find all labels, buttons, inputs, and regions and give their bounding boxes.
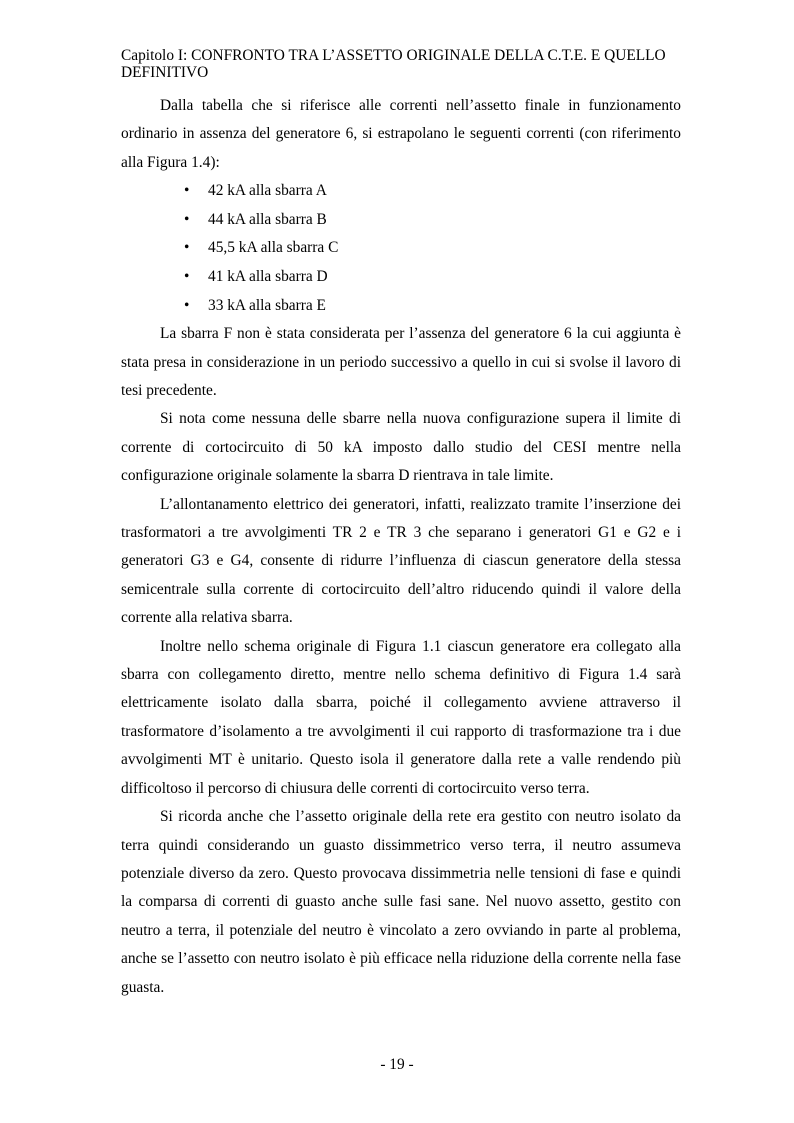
header-line-2: DEFINITIVO	[121, 64, 209, 81]
list-item	[121, 206, 681, 235]
list-item	[121, 177, 681, 206]
bullet-icon: •	[184, 182, 190, 200]
paragraph-sbarra-f: La sbarra F non è stata considerata per l’assenza del generatore 6 la cui aggiunta è stata presa in considerazione in un periodo successivo a quello in cui si svolse il lavoro di tesi precedente.	[121, 325, 681, 399]
bullet-icon: •	[184, 296, 190, 314]
currents-list	[121, 177, 681, 320]
page-number: - 19 -	[380, 1056, 414, 1073]
paragraph-neutro-isolato: Si ricorda anche che l’assetto originale della rete era gestito con neutro isolato da terra quindi considerando un guasto dissimmetrico verso terra, il neutro assumeva potenziale diverso da zero. Questo provocava dissimmetria nelle tensioni di fase e quindi la comparsa di correnti di guasto anche sulle fasi sane. Nel nuovo assetto, gestito con neutro a terra, il potenziale del neutro è vincolato a zero ovviando in parte al problema, anche se l’assetto con neutro isolato è più efficace nella riduzione della corrente nella fase guasta.	[121, 808, 681, 996]
current-value: 45,5 kA alla sbarra C	[208, 239, 339, 257]
current-value: 42 kA alla sbarra A	[208, 182, 327, 200]
bullet-icon: •	[184, 239, 190, 257]
header-line-1: Capitolo I: CONFRONTO TRA L’ASSETTO ORIGINALE DELLA C.T.E. E QUELLO	[121, 47, 666, 64]
bullet-icon: •	[184, 210, 190, 228]
current-value: 33 kA alla sbarra E	[208, 296, 326, 314]
list-item	[121, 234, 681, 263]
list-item	[121, 292, 681, 321]
list-item	[121, 263, 681, 292]
intro-paragraph: Dalla tabella che si riferisce alle correnti nell’assetto finale in funzionamento ordinario in assenza del generatore 6, si estrapolano le seguenti correnti (con riferimento alla Figura 1.4):	[121, 97, 681, 171]
paragraph-schema-originale: Inoltre nello schema originale di Figura 1.1 ciascun generatore era collegato alla sbarra con collegamento diretto, mentre nello schema definitivo di Figura 1.4 sarà elettricamente isolato dalla sbarra, poiché il collegamento avviene attraverso il trasformatore d’isolamento a tre avvolgimenti il cui rapporto di trasformazione tra i due avvolgimenti MT è unitario. Questo isola il generatore dalla rete a valle rendendo più difficoltoso il percorso di chiusura delle correnti di cortocircuito verso terra.	[121, 637, 681, 797]
current-value: 44 kA alla sbarra B	[208, 210, 327, 228]
bullet-icon: •	[184, 268, 190, 285]
running-header	[121, 47, 711, 81]
paragraph-allontanamento: L’allontanamento elettrico dei generatori, infatti, realizzato tramite l’inserzione dei trasformatori a tre avvolgimenti TR 2 e TR 3 che separano i generatori G1 e G2 e i generatori G3 e G4, consente di ridurre l’influenza di ciascun generatore della stessa semicentrale sulla corrente di cortocircuito dell’altro riducendo quindi il valore della corrente alla relativa sbarra.	[121, 495, 681, 627]
paragraph-limite-cortocircuito: Si nota come nessuna delle sbarre nella nuova configurazione supera il limite di corrente di cortocircuito di 50 kA imposto dallo studio del CESI mentre nella configurazione originale solamente la sbarra D rientrava in tale limite.	[121, 410, 681, 485]
current-value: 41 kA alla sbarra D	[208, 268, 328, 285]
body-text	[121, 92, 681, 1002]
